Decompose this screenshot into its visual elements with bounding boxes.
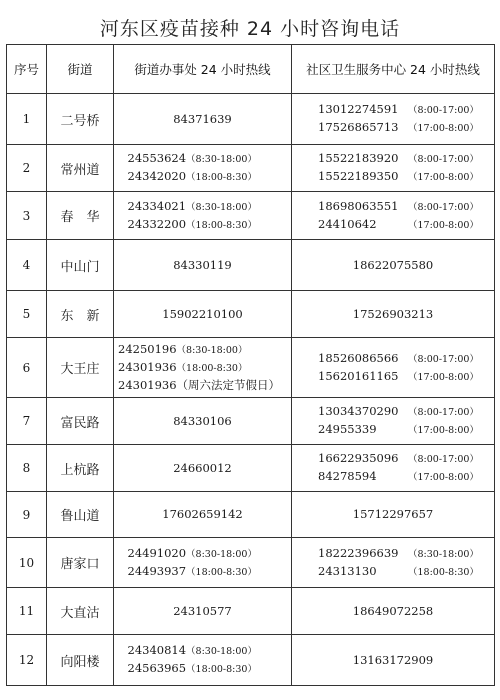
table-row bbox=[7, 588, 495, 635]
phone-number: 84330106 bbox=[173, 413, 232, 428]
service-hours: （17:00-8:00） bbox=[408, 172, 479, 183]
phone-line bbox=[128, 111, 278, 128]
service-hours: （8:30-18:00） bbox=[408, 548, 479, 560]
phone-number: 18649072258 bbox=[352, 603, 434, 618]
row-index: 4 bbox=[7, 240, 47, 291]
row-index: 11 bbox=[7, 588, 47, 635]
phone-line bbox=[318, 603, 468, 620]
office-hotline-cell bbox=[114, 192, 292, 240]
service-hours: （8:30-18:00） bbox=[176, 345, 248, 356]
street-name: 富民路 bbox=[47, 398, 114, 445]
table-body bbox=[7, 94, 495, 686]
community-hotline-cell bbox=[292, 588, 495, 635]
office-hotline-cell bbox=[114, 445, 292, 492]
phone-line bbox=[318, 216, 479, 234]
table-row bbox=[7, 192, 495, 240]
phone-number: 13012274591 bbox=[318, 102, 399, 116]
table-row bbox=[7, 94, 495, 145]
street-name: 东 新 bbox=[47, 291, 114, 338]
service-hours: （8:30-18:00） bbox=[186, 154, 257, 165]
phone-number: 16622935096 bbox=[318, 451, 399, 465]
phone-number: 24553624 bbox=[127, 151, 187, 165]
phone-number: 13163172909 bbox=[352, 652, 434, 667]
community-hotline-cell bbox=[292, 398, 495, 445]
street-name: 二号桥 bbox=[47, 94, 114, 145]
office-hotline-cell bbox=[114, 94, 292, 145]
phone-number: 24491020 bbox=[127, 545, 187, 560]
phone-number: 17526903213 bbox=[352, 306, 434, 321]
service-hours: （18:00-8:30） bbox=[176, 363, 248, 374]
row-index: 3 bbox=[7, 192, 47, 240]
phone-line bbox=[118, 377, 290, 394]
service-hours: （8:30-18:00） bbox=[186, 646, 257, 657]
page-title: 河东区疫苗接种 24 小时咨询电话 bbox=[99, 18, 401, 40]
phone-line bbox=[128, 660, 278, 678]
office-hotline-cell bbox=[114, 338, 292, 398]
community-hotline-cell bbox=[292, 94, 495, 145]
phone-line bbox=[128, 306, 278, 323]
phone-line bbox=[318, 119, 479, 137]
community-hotline-cell bbox=[292, 445, 495, 492]
phone-number: 17526865713 bbox=[318, 120, 399, 134]
office-hotline-cell bbox=[114, 240, 292, 291]
service-hours: （17:00-8:00） bbox=[408, 219, 479, 231]
phone-line bbox=[128, 603, 278, 620]
phone-number: 84330119 bbox=[173, 257, 232, 272]
service-hours: （18:00-8:30） bbox=[186, 172, 257, 183]
service-hours: （8:00-17:00） bbox=[408, 201, 479, 213]
service-hours: （8:00-17:00） bbox=[408, 353, 479, 365]
phone-line bbox=[128, 460, 278, 477]
phone-line bbox=[318, 150, 479, 168]
phone-number: 15620161165 bbox=[318, 368, 399, 383]
header-street: 街道 bbox=[47, 45, 114, 94]
office-hotline-cell bbox=[114, 635, 292, 686]
service-hours: （18:00-8:30） bbox=[186, 219, 257, 231]
phone-line bbox=[118, 359, 290, 377]
street-name: 中山门 bbox=[47, 240, 114, 291]
service-hours: （17:00-8:00） bbox=[408, 425, 479, 436]
phone-line bbox=[128, 216, 278, 234]
service-hours: （17:00-8:00） bbox=[408, 472, 479, 483]
office-hotline-cell bbox=[114, 538, 292, 588]
community-hotline-cell bbox=[292, 240, 495, 291]
phone-number: 24660012 bbox=[173, 460, 232, 475]
row-index: 12 bbox=[7, 635, 47, 686]
phone-number: 24410642 bbox=[318, 216, 377, 231]
community-hotline-cell bbox=[292, 635, 495, 686]
community-hotline-cell bbox=[292, 145, 495, 192]
phone-line bbox=[318, 506, 468, 523]
phone-number: 24342020 bbox=[127, 169, 187, 183]
phone-number: 24301936 bbox=[118, 378, 177, 392]
hotline-table bbox=[6, 44, 495, 686]
phone-line bbox=[318, 468, 479, 486]
phone-number: 15522183920 bbox=[318, 151, 399, 165]
phone-line bbox=[318, 450, 479, 468]
phone-number: 13034370290 bbox=[318, 404, 399, 418]
phone-line bbox=[128, 563, 278, 581]
phone-line bbox=[318, 403, 479, 421]
phone-number: 24250196 bbox=[118, 342, 177, 356]
street-name: 春 华 bbox=[47, 192, 114, 240]
phone-line bbox=[128, 642, 278, 660]
phone-line bbox=[318, 198, 479, 216]
phone-line bbox=[318, 368, 479, 386]
phone-number: 18622075580 bbox=[352, 257, 434, 272]
phone-line bbox=[128, 506, 278, 523]
service-hours: （18:00-8:30） bbox=[186, 664, 257, 675]
table-row bbox=[7, 145, 495, 192]
phone-line bbox=[128, 198, 278, 216]
row-index: 5 bbox=[7, 291, 47, 338]
table-row bbox=[7, 291, 495, 338]
street-name: 向阳楼 bbox=[47, 635, 114, 686]
phone-number: 18526086566 bbox=[318, 350, 399, 365]
phone-number: 24493937 bbox=[127, 563, 187, 578]
row-index: 6 bbox=[7, 338, 47, 398]
table-row bbox=[7, 445, 495, 492]
community-hotline-cell bbox=[292, 338, 495, 398]
community-hotline-cell bbox=[292, 291, 495, 338]
street-name: 大王庄 bbox=[47, 338, 114, 398]
header-index: 序号 bbox=[7, 45, 47, 94]
phone-number: 84371639 bbox=[173, 111, 232, 126]
phone-number: 24301936 bbox=[118, 360, 177, 374]
phone-number: 24563965 bbox=[127, 661, 187, 675]
phone-number: 24334021 bbox=[127, 198, 187, 213]
table-row bbox=[7, 635, 495, 686]
phone-line bbox=[318, 306, 468, 323]
service-hours: （8:00-17:00） bbox=[408, 407, 479, 418]
street-name: 大直沽 bbox=[47, 588, 114, 635]
table-row bbox=[7, 398, 495, 445]
street-name: 上杭路 bbox=[47, 445, 114, 492]
phone-line bbox=[318, 545, 479, 563]
office-hotline-cell bbox=[114, 588, 292, 635]
row-index: 1 bbox=[7, 94, 47, 145]
street-name: 唐家口 bbox=[47, 538, 114, 588]
phone-number: 18698063551 bbox=[318, 198, 399, 213]
service-hours: （8:00-17:00） bbox=[408, 454, 479, 465]
row-index: 10 bbox=[7, 538, 47, 588]
phone-line bbox=[128, 168, 278, 186]
phone-number: 24313130 bbox=[318, 563, 377, 578]
phone-line bbox=[128, 150, 278, 168]
phone-line bbox=[318, 257, 468, 274]
phone-number: 24340814 bbox=[127, 643, 187, 657]
phone-number: 15902210100 bbox=[162, 306, 243, 321]
office-hotline-cell bbox=[114, 145, 292, 192]
table-row bbox=[7, 240, 495, 291]
service-hours: （18:00-8:30） bbox=[186, 566, 257, 578]
phone-line bbox=[318, 168, 479, 186]
phone-number: 24955339 bbox=[318, 422, 377, 436]
phone-line bbox=[318, 563, 479, 581]
service-hours: （17:00-8:00） bbox=[408, 371, 479, 383]
phone-number: 18222396639 bbox=[318, 545, 399, 560]
community-hotline-cell bbox=[292, 492, 495, 538]
service-hours: （8:30-18:00） bbox=[186, 548, 257, 560]
office-hotline-cell bbox=[114, 492, 292, 538]
street-name: 常州道 bbox=[47, 145, 114, 192]
phone-line bbox=[318, 652, 468, 669]
service-hours: （8:00-17:00） bbox=[408, 105, 479, 116]
phone-number: 17602659142 bbox=[162, 507, 243, 521]
phone-line bbox=[318, 350, 479, 368]
table-row bbox=[7, 538, 495, 588]
phone-line bbox=[318, 421, 479, 439]
phone-number: 24310577 bbox=[173, 603, 232, 618]
phone-line bbox=[128, 545, 278, 563]
community-hotline-cell bbox=[292, 192, 495, 240]
phone-line bbox=[318, 101, 479, 119]
street-name: 鲁山道 bbox=[47, 492, 114, 538]
phone-line bbox=[128, 413, 278, 430]
service-hours: （17:00-8:00） bbox=[408, 123, 479, 134]
community-hotline-cell bbox=[292, 538, 495, 588]
phone-number: 24332200 bbox=[127, 216, 187, 231]
phone-number: 15712297657 bbox=[352, 507, 434, 521]
header-office-hotline: 街道办事处 24 小时热线 bbox=[114, 45, 292, 94]
office-hotline-cell bbox=[114, 291, 292, 338]
phone-number: 15522189350 bbox=[318, 169, 399, 183]
table-row bbox=[7, 492, 495, 538]
phone-number: 84278594 bbox=[318, 469, 377, 483]
service-hours: （18:00-8:30） bbox=[408, 566, 479, 578]
service-hours: （8:30-18:00） bbox=[186, 201, 257, 213]
phone-line bbox=[118, 341, 290, 359]
row-index: 7 bbox=[7, 398, 47, 445]
service-hours: （周六法定节假日） bbox=[176, 378, 281, 392]
office-hotline-cell bbox=[114, 398, 292, 445]
row-index: 9 bbox=[7, 492, 47, 538]
table-header-row bbox=[7, 45, 495, 94]
phone-line bbox=[128, 257, 278, 274]
service-hours: （8:00-17:00） bbox=[408, 154, 479, 165]
row-index: 8 bbox=[7, 445, 47, 492]
table-row bbox=[7, 338, 495, 398]
header-community-hotline: 社区卫生服务中心 24 小时热线 bbox=[292, 45, 495, 94]
row-index: 2 bbox=[7, 145, 47, 192]
